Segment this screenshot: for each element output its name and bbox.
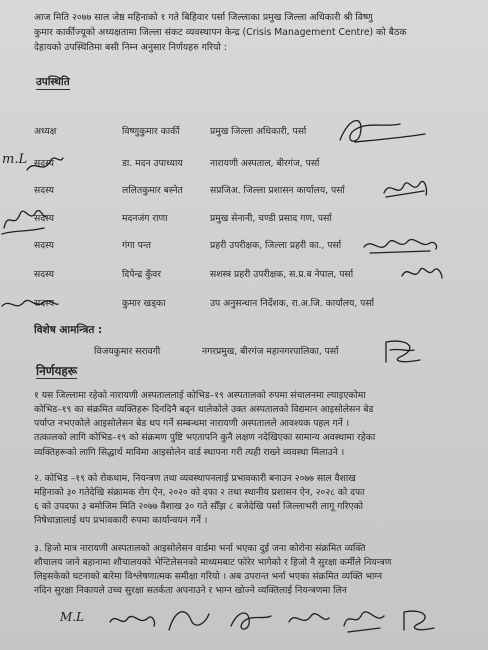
intro-line-2: कुमार कार्कीज्यूको अध्यक्षतामा जिल्ला संकट व्यवस्थापन केन्द्र (Crisis Management Centre) को बैठक xyxy=(34,27,407,38)
signature-bottom-3 xyxy=(165,600,213,640)
attendance-heading: उपस्थिति xyxy=(36,76,70,88)
attendee-role: सदस्य xyxy=(34,298,54,309)
decision-line: व्यक्तिहरूको लागि सिद्धार्थ माविमा आइसोलेन वार्ड स्थापना गरी त्यही राख्ने व्यवस्था मिलाउने । xyxy=(34,447,345,458)
signature-chairperson xyxy=(330,110,430,150)
attendee-role: सदस्य xyxy=(34,269,54,280)
attendee-name: मदनजंग राणा xyxy=(122,213,168,224)
attendee-position: प्रहरी उपरीक्षक, जिल्ला प्रहरी का., पर्सा xyxy=(210,240,342,251)
intro-line-1: आज मिति २०७७ साल जेष्ठ महिनाको १ गते बिहिवार पर्सा जिल्लाका प्रमुख जिल्ला अधिकारी श्री विष्णु xyxy=(34,12,373,23)
signature-bottom-4 xyxy=(225,602,275,636)
attendee-position: नारायणी अस्पताल, बीरगंज, पर्सा xyxy=(210,158,320,169)
decision-line: निषेधाज्ञालाई थप प्रभावकारी रुपमा कार्यान्वयन गर्ने । xyxy=(34,515,208,526)
attendee-name: डा. मदन उपाध्याय xyxy=(122,158,183,169)
decision-line: २. कोभिड –१९ को रोकथाम, नियन्त्रण तथा व्यवस्थापनलाई प्रभावकारी बनाउन २०७७ साल वैशाख xyxy=(34,473,356,484)
signature-member-4 xyxy=(0,200,48,240)
decision-line: तत्कालको लागि कोभिड–१९ को संक्रमण पुष्टि भएतापनि कुनै लक्षण नदेखिएका सामान्य अवस्थामा रहेका xyxy=(34,432,376,443)
attendee-name: दिपेन्द्र कुँवर xyxy=(122,269,162,280)
decisions-heading: निर्णयहरू xyxy=(36,364,78,378)
special-invitee-heading: विशेष आमन्त्रित : xyxy=(34,324,103,336)
attendee-role: अध्यक्ष xyxy=(34,126,57,137)
attendee-name: विष्णुकुमार कार्की xyxy=(122,126,180,137)
attendee-role: सदस्य xyxy=(34,240,54,251)
attendee-position: प्रमुख जिल्ला अधिकारी, पर्सा xyxy=(210,126,307,137)
signature-left-1: m.L xyxy=(2,152,28,167)
signature-bottom-7 xyxy=(398,604,442,636)
signature-member-6 xyxy=(398,260,446,286)
decision-line: लिइसकेको घटनाको बारेमा विश्लेषणात्मक समीक्षा गरियो । अब उपरान्त भर्ना भएका संक्रमित व्यक्ति भाग्न xyxy=(34,571,383,582)
signature-bottom-5 xyxy=(285,604,333,636)
attendee-role: सदस्य xyxy=(34,213,54,224)
signature-invitee xyxy=(378,334,428,366)
signature-bottom-6 xyxy=(340,604,388,636)
signature-member-5 xyxy=(360,233,440,259)
decision-line: महिनाको ३० गतेदेखि संक्रामक रोग ऐन, २०२० को दफा २ तथा स्थानीय प्रशासन ऐन, २०२८ को दफा xyxy=(34,487,365,498)
attendee-position: प्रमुख सेनानी, चण्डी प्रसाद गण, पर्सा xyxy=(210,213,332,224)
decision-line: ६ को उपदफा ३ बमोजिम मिति २०७७ वैशाख ३० गते सौँझ ८ बजेदेखि पर्सा जिल्लाभरी लागू गरिएको xyxy=(34,501,364,512)
decision-line: ३. हिजो मात्र नारायणी अस्पतालको आइसोलेसन वार्डमा भर्ना भएका दुई जना कोरोना संक्रमित व्यक्ति xyxy=(34,543,366,554)
attendee-name: कुमार खड्का xyxy=(122,298,166,309)
signature-bottom-2 xyxy=(108,608,158,634)
decision-line: १ यस जिल्लामा रहेको नारायणी अस्पताललाई कोभिड–१९ अस्पतालको रुपमा संचालनमा ल्याइएकोमा xyxy=(34,390,366,401)
signature-member-3 xyxy=(380,175,430,205)
attendee-role: सदस्य xyxy=(34,185,54,196)
attendee-role: सदस्य xyxy=(34,158,54,169)
signature-member-7 xyxy=(0,292,60,316)
intro-line-3: देहायको उपस्थितिमा बसी निम्न अनुसार निर्णयहरु गरियो : xyxy=(34,42,227,53)
decision-line: नदिन सुरक्षा निकायले उच्च सुरक्षा सतर्कता अपनाउने र भाग्न खोज्ने व्यक्तिलाई नियन्त्रणमा लिन xyxy=(34,585,347,596)
decision-line: पर्याप्त नभएकोले आइसोलेसन बेड थप गर्ने सम्बन्धमा नारायणी अस्पतालले आवश्यक पहल गर्ने । xyxy=(34,418,350,429)
attendee-position: उप अनुसन्धान निर्देशक, रा.अ.जि. कार्यालय, पर्सा xyxy=(210,298,374,309)
decision-line: शौचालय जाने बहानामा शौचालयको भेन्टिलेसनको माध्यमबाट फोरेर भागेको र हिजो नै सुरक्षा कर्मीले नियन्त्रण xyxy=(34,557,392,568)
attendee-name: ललितकुमार बस्नेत xyxy=(122,185,183,196)
signature-scribble-1 xyxy=(25,150,65,180)
special-invitee-position: नगरप्रमुख, बीरगंज महानगरपालिका, पर्सा xyxy=(202,346,339,357)
special-invitee-name: विजयकुमार सरावगी xyxy=(94,346,161,357)
signature-bottom-1: M.L xyxy=(60,610,85,624)
attendee-position: सप्रजिअ. जिल्ला प्रशासन कार्यालय, पर्सा xyxy=(210,185,345,196)
attendee-position: सशस्त्र प्रहरी उपरीक्षक, स.प्र.ब नेपाल, पर्सा xyxy=(210,269,354,280)
decision-line: कोभिड–१९ का संक्रमित व्यक्तिहरू दिनदिनै बढ्न थालेकोले उक्त अस्पतालको विद्यमान आइसोलेसन बेड xyxy=(34,404,374,415)
attendee-name: गंगा पन्त xyxy=(122,240,151,251)
